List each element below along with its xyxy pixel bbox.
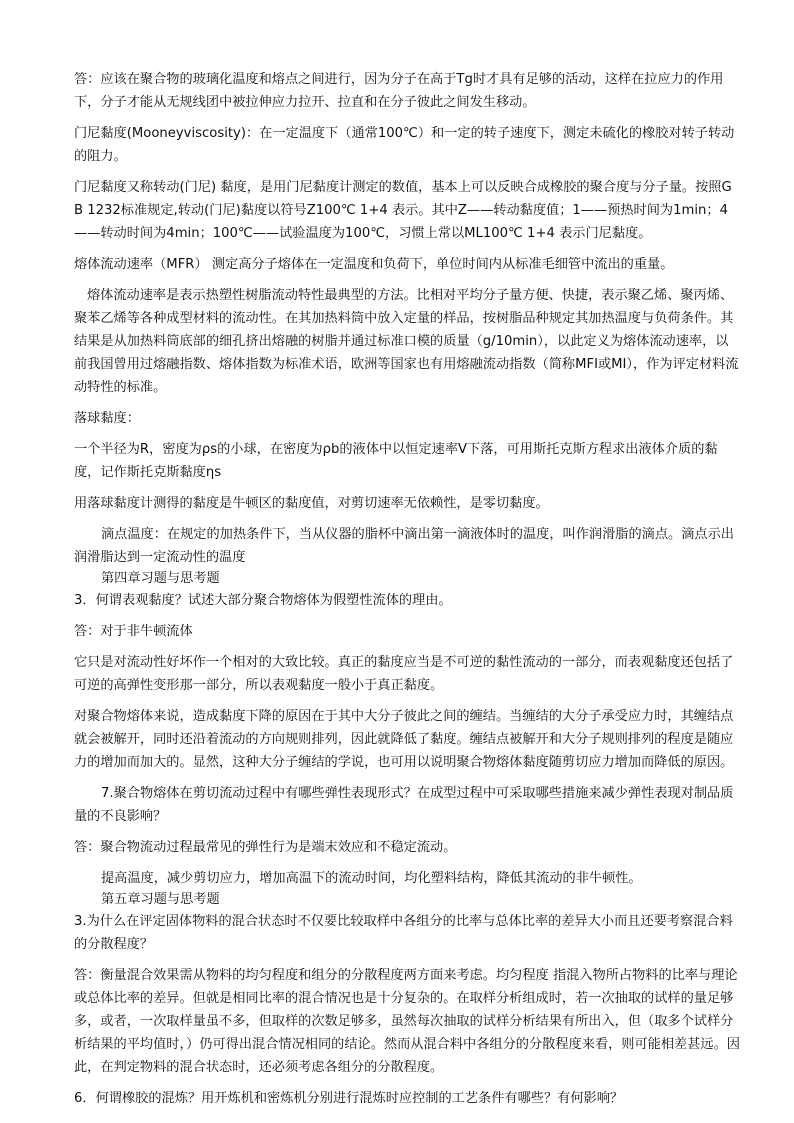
definition-mooney-viscosity: 门尼黏度(Mooneyviscosity)：在一定温度下（通常100℃）和一定的转子速度下，测定未硫化的橡胶对转子转动的阻力。 bbox=[74, 126, 735, 164]
chapter-five-heading: 第五章习题与思考题 bbox=[101, 892, 220, 907]
falling-ball-viscosity-heading: 落球黏度： bbox=[74, 411, 140, 426]
apparent-viscosity-explanation: 它只是对流动性好坏作一个相对的大致比较。真正的黏度应当是不可逆的黏性流动的一部分，而表观黏度还包括了可逆的高弹性变形那一部分，所以表观黏度一般小于真正黏度。 bbox=[74, 655, 734, 693]
answer-paragraph: 答：应该在聚合物的玻璃化温度和熔点之间进行，因为分子在高于Tg时才具有足够的活动，这样在拉应力的作用下，分子才能从无规线团中被拉伸应力拉开、拉直和在分子彼此之间发生移动。 bbox=[74, 72, 724, 110]
answer-mixing-state: 答：衡量混合效果需从物料的均匀程度和组分的分散程度两方面来考虑。均匀程度 指混入物所占物料的比率与理论或总体比率的差异。但就是相同比率的混合情况也是十分复杂的。在取样分析组成时，若一次抽取的试样的量足够多，或者，一次取样量虽不多，但取样的次数足够多，虽然每次抽取的试样分析结果有所出入，但（取多个试样分析结果的平均值时，）仍可得出混合情况相同的结论。然而从混合料中各组分的分散程度来看，则可能相差甚远。因此，在判定物料的混合状态时，还必须考虑各组分的分散程度。 bbox=[74, 968, 740, 1075]
drop-point-definition: 滴点温度：在规定的加热条件下，当从仪器的脂杯中滴出第一滴液体时的温度，叫作润滑脂的滴点。滴点示出润滑脂达到一定流动性的温度 bbox=[74, 527, 734, 565]
falling-ball-note: 用落球黏度计测得的黏度是牛顿区的黏度值，对剪切速率无依赖性，是零切黏度。 bbox=[74, 496, 549, 511]
entanglement-explanation: 对聚合物熔体来说，造成黏度下降的原因在于其中大分子彼此之间的缠结。当缠结的大分子承受应力时，其缠结点就会被解开，同时还沿着流动的方向规则排列，因此就降低了黏度。缠结点被解开和大分子规则排列的程度是随应力的增加而加大的。显然，这种大分子缠结的学说，也可用以说明聚合物熔体黏度随剪切应力增加而降低的原因。 bbox=[74, 709, 734, 770]
falling-ball-definition: 一个半径为R，密度为ρs的小球，在密度为ρb的液体中以恒定速率V下落，可用斯托克斯方程求出液体介质的黏度，记作斯托克斯黏度ηs bbox=[74, 442, 718, 480]
question-elasticity: 7.聚合物熔体在剪切流动过程中有哪些弹性表现形式？在成型过程中可采取哪些措施来减少弹性表现对制品质量的不良影响？ bbox=[74, 786, 734, 824]
question-mixing-state: 3.为什么在评定固体物料的混合状态时不仅要比较取样中各组分的比率与总体比率的差异大小而且还要考察混合料的分散程度？ bbox=[74, 914, 733, 952]
definition-mfr: 熔体流动速率（MFR） 测定高分子熔体在一定温度和负荷下，单位时间内从标准毛细管中流出的重量。 bbox=[74, 257, 674, 272]
mooney-viscosity-detail: 门尼黏度又称转动(门尼) 黏度，是用门尼黏度计测定的数值，基本上可以反映合成橡胶的聚合度与分子量。按照GB 1232标准规定,转动(门尼)黏度以符号Z100℃ 1+4 表示。其中Z——转动黏度值；1——预热时间为1min；4——转动时间为4min；100℃——试验温度为100℃，习惯上常以ML100℃ 1+4 表示门尼黏度。 bbox=[74, 180, 732, 241]
elasticity-measures: 提高温度，减少剪切应力，增加高温下的流动时间，均化塑料结构，降低其流动的非牛顿性。 bbox=[101, 871, 642, 886]
question-apparent-viscosity: 3．何谓表观黏度？试述大部分聚合物熔体为假塑性流体的理由。 bbox=[74, 593, 452, 608]
answer-non-newtonian: 答：对于非牛顿流体 bbox=[74, 624, 193, 639]
answer-elasticity: 答：聚合物流动过程最常见的弹性行为是端末效应和不稳定流动。 bbox=[74, 840, 457, 855]
chapter-four-heading: 第四章习题与思考题 bbox=[101, 571, 220, 586]
document-page bbox=[74, 68, 740, 1110]
mfr-detail: 熔体流动速率是表示热塑性树脂流动特性最典型的方法。比相对平均分子量方便、快捷，表示聚乙烯、聚丙烯、聚苯乙烯等各种成型材料的流动性。在其加热料筒中放入定量的样品，按树脂品种规定其加热温度与负荷条件。其结果是从加热料筒底部的细孔挤出熔融的树脂并通过标准口模的质量（g/10min），以此定义为熔体流动速率，以前我国曾用过熔融指数、熔体指数为标准术语，欧洲等国家也有用熔融流动指数（简称MFI或MI），作为评定材料流动特性的标准。 bbox=[74, 288, 739, 395]
question-rubber-mixing: 6．何谓橡胶的混炼？用开炼机和密炼机分别进行混炼时应控制的工艺条件有哪些？有何影响？ bbox=[74, 1091, 624, 1106]
